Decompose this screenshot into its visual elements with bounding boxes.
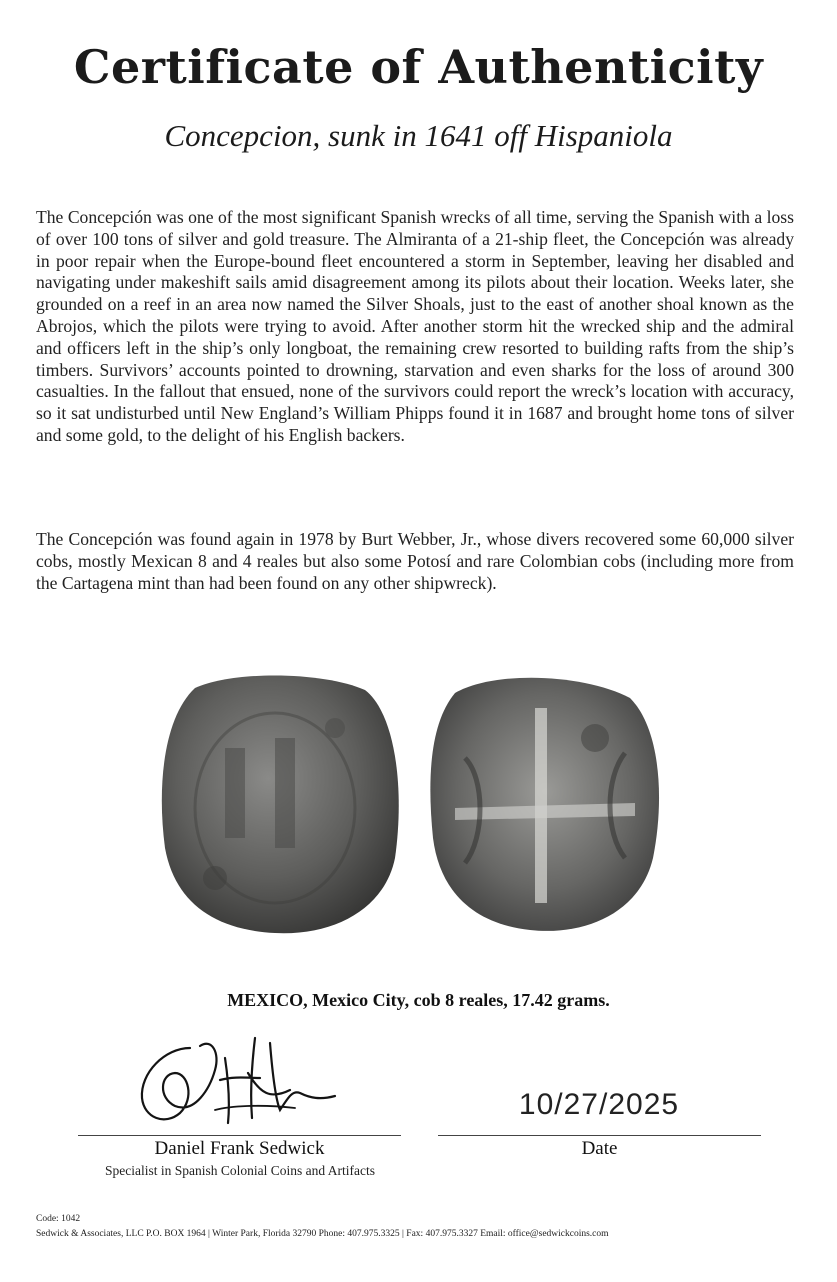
coin-photo (155, 668, 685, 938)
history-paragraph: The Concepción was one of the most significant Spanish wrecks of all time, serving the Spanish with a loss of over 100 tons of silver and gold treasure. The Almiranta of a 21-ship fleet, the Concepción was already in poor repair when the Europe-bound fleet encountered a storm in September, leaving her disabled and navigating under makeshift sails amid disagreement among its pilots about their location. Weeks later, she grounded on a reef in an area now named the Silver Shoals, just to the east of another shoal known as the Abrojos, which the pilots were trying to avoid. After another storm hit the wrecked ship and the admiral and officers left in the ship’s only longboat, the remaining crew resorted to building rafts from the ship’s timbers. Survivors’ accounts pointed to drowning, starvation and even sharks for the loss of around 300 casualties. In the fallout that ensued, none of the survivors could report the wreck’s location with accuracy, so it sat undisturbed until New England’s William Phipps found it in 1687 and brought home tons of silver and some gold, to the delight of his English backers. (36, 207, 794, 445)
discovery-paragraph: The Concepción was found again in 1978 by Burt Webber, Jr., whose divers recovered some 60,000 silver cobs, mostly Mexican 8 and 4 reales but also some Potosí and rare Colombian cobs (including more from the Cartagena mint than had been found on any other shipwreck). (36, 529, 794, 593)
signature-line (78, 1135, 401, 1136)
signer-name: Daniel Frank Sedwick (154, 1138, 325, 1159)
handwritten-signature (120, 1018, 380, 1136)
coin-caption: MEXICO, Mexico City, cob 8 reales, 17.42 grams. (227, 990, 610, 1010)
date-value: 10/27/2025 (518, 1088, 680, 1121)
date-line (438, 1135, 761, 1136)
date-label: Date (581, 1138, 618, 1159)
certificate-subtitle: Concepcion, sunk in 1641 off Hispaniola (164, 118, 673, 153)
coin-reverse (430, 678, 659, 931)
coin-obverse (162, 675, 399, 933)
certificate-code: Code: 1042 (36, 1214, 81, 1224)
certificate-title: Certificate of Authenticity (73, 40, 764, 94)
contact-footer: Sedwick & Associates, LLC P.O. BOX 1964 | Winter Park, Florida 32790 Phone: 407.975.3325 | Fax: 407.975.3327 Email: office@sedwickcoins.com (36, 1229, 609, 1239)
signer-title: Specialist in Spanish Colonial Coins and Artifacts (105, 1163, 375, 1178)
